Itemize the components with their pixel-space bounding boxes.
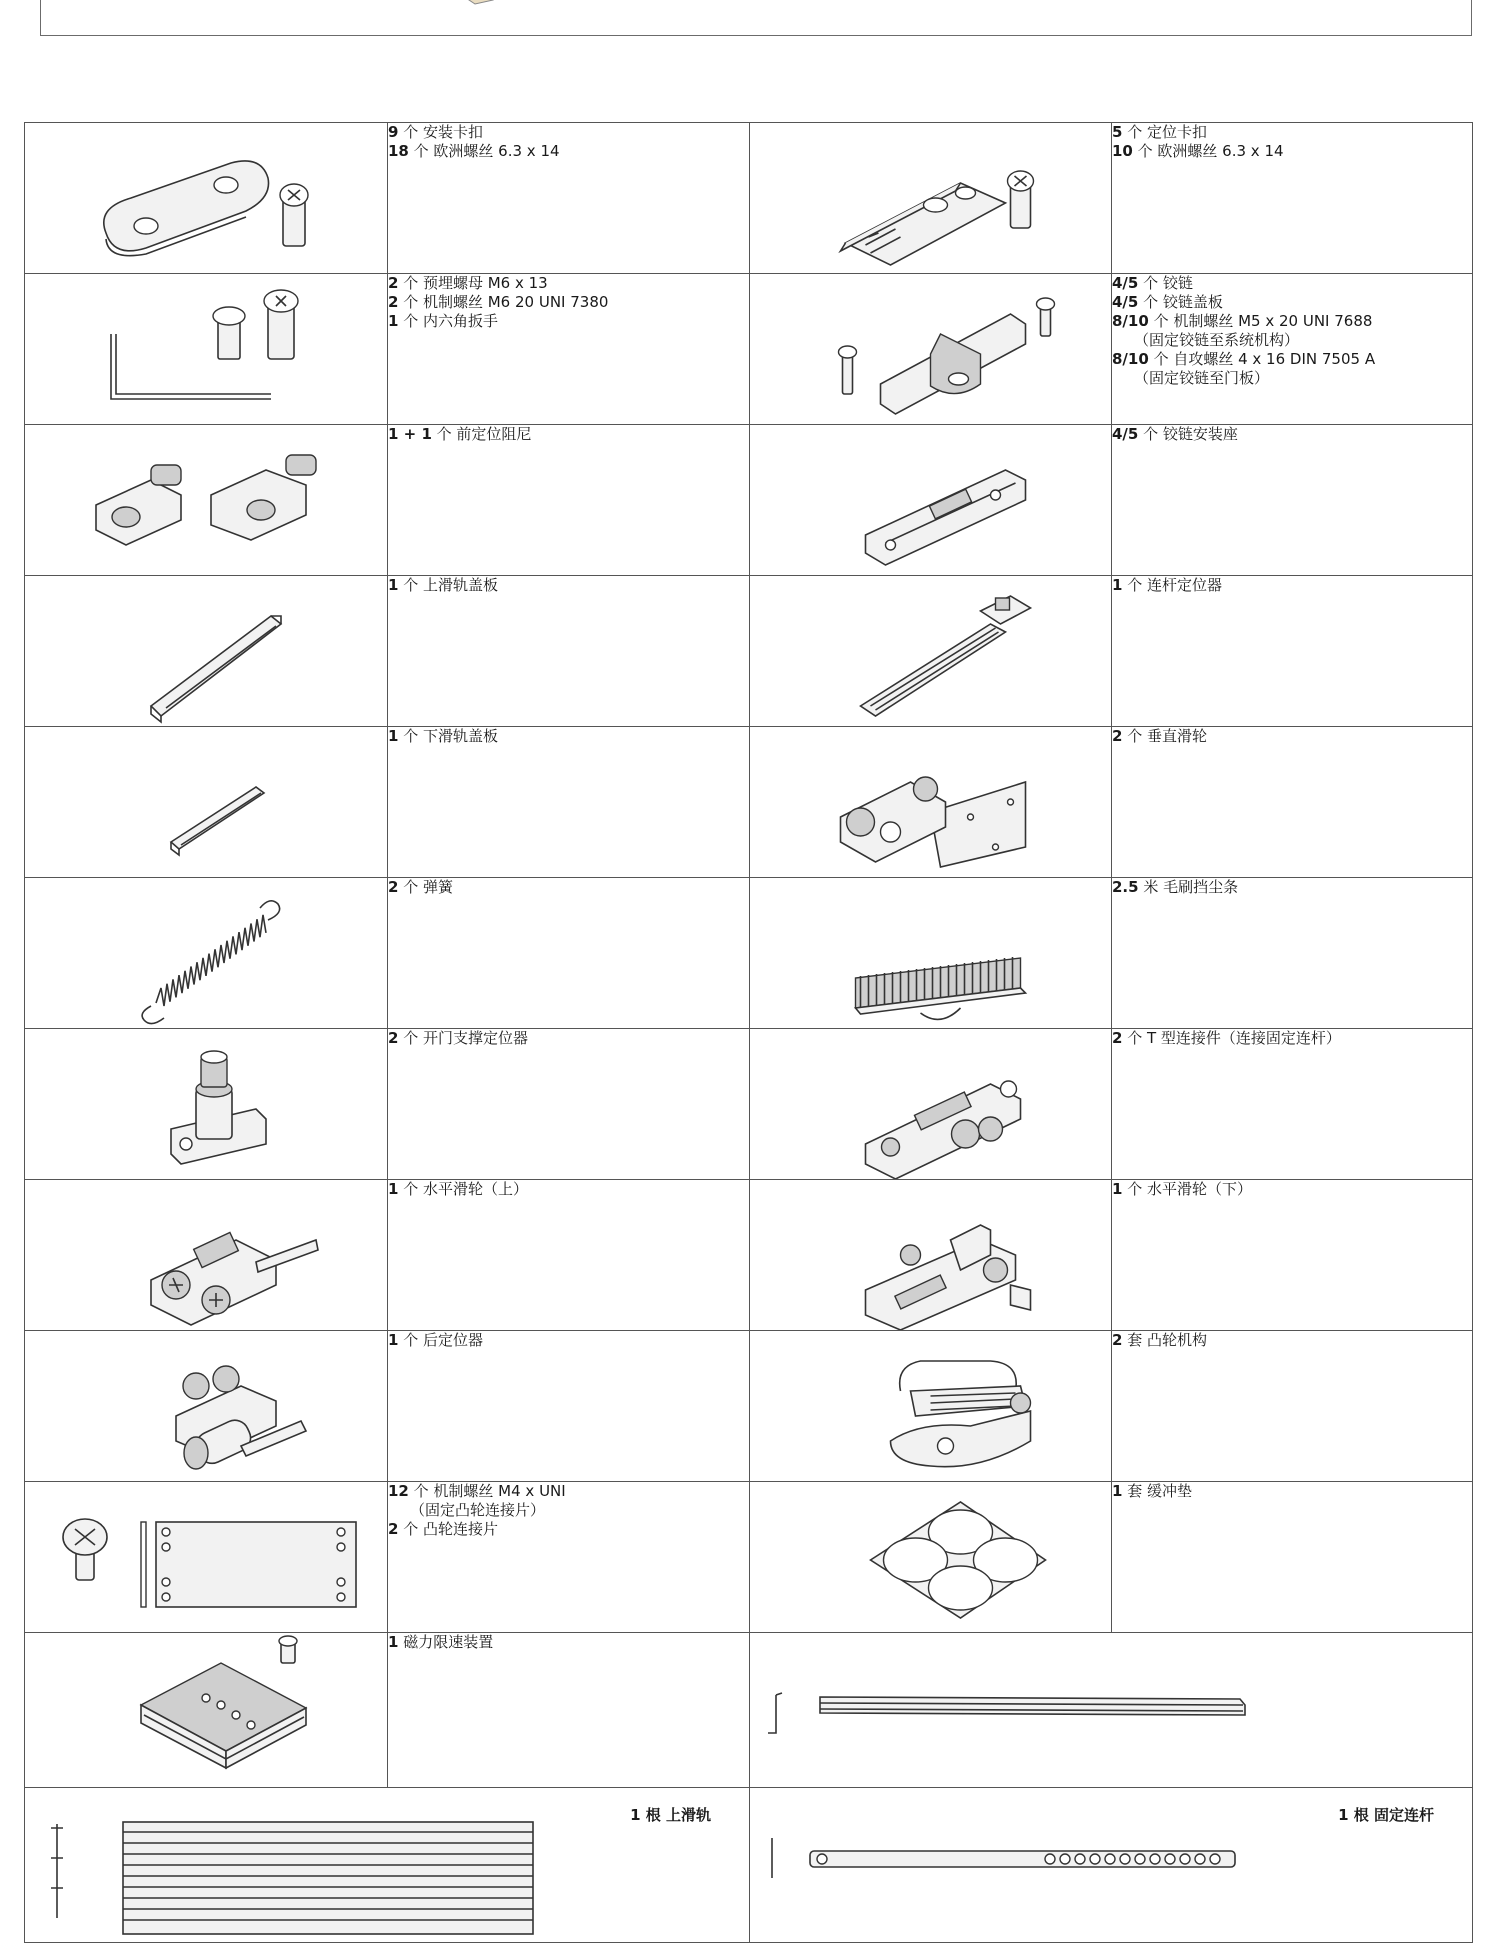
positioning-clip-icon (750, 123, 1111, 273)
part-illustration (750, 1482, 1112, 1633)
parts-row (25, 1029, 1473, 1180)
part-illustration (25, 1331, 388, 1482)
part-illustration (750, 123, 1112, 274)
part-name: 个 铰链盖板 (1138, 293, 1223, 311)
part-line (1112, 1482, 1472, 1501)
parts-row (25, 1180, 1473, 1331)
part-illustration (750, 425, 1112, 576)
upper-rail-label (630, 1804, 711, 1825)
part-quantity: 1 (1112, 576, 1123, 594)
part-description (1112, 1029, 1473, 1180)
part-name: 个 欧洲螺丝 6.3 x 14 (408, 142, 560, 160)
lower-rail-icon (750, 1633, 1473, 1783)
horizontal-roller-lower-icon (750, 1180, 1111, 1330)
part-line (1112, 727, 1472, 746)
part-line (1112, 274, 1472, 293)
part-line (1112, 1180, 1472, 1199)
part-line (388, 1482, 749, 1501)
part-illustration (750, 1029, 1112, 1180)
part-line (1112, 369, 1472, 388)
part-quantity: 4/5 (1112, 425, 1139, 443)
part-illustration (750, 1180, 1112, 1331)
part-fragment-icon (453, 0, 513, 8)
parts-row (25, 576, 1473, 727)
part-illustration (750, 274, 1112, 425)
parts-row (25, 878, 1473, 1029)
part-line (388, 123, 749, 142)
fixed-link-cell (750, 1788, 1473, 1943)
part-quantity: 9 (388, 123, 399, 141)
part-description (388, 1633, 750, 1788)
part-name: 个 弹簧 (398, 878, 453, 896)
part-quantity: 1 (388, 1633, 399, 1651)
part-line (388, 1520, 749, 1539)
part-illustration (750, 727, 1112, 878)
part-quantity: 10 (1112, 142, 1133, 160)
part-quantity: 2 (1112, 727, 1123, 745)
part-illustration (25, 878, 388, 1029)
part-name: 个 铰链安装座 (1138, 425, 1238, 443)
part-line (388, 1501, 749, 1520)
part-quantity: 2 (388, 293, 399, 311)
spring-icon (25, 878, 387, 1028)
front-damper-icon (25, 425, 387, 575)
part-name: 个 铰链 (1138, 274, 1193, 292)
part-line (1112, 312, 1472, 331)
part-name: 个 T 型连接件（连接固定连杆） (1122, 1029, 1341, 1047)
nut-screw-hex-key-icon (25, 274, 387, 424)
part-line (1112, 331, 1472, 350)
rear-positioner-icon (25, 1331, 387, 1481)
part-line (388, 274, 749, 293)
part-illustration (25, 425, 388, 576)
vertical-roller-icon (750, 727, 1111, 877)
part-quantity: 4/5 (1112, 293, 1139, 311)
part-line (388, 1331, 749, 1350)
part-description (1112, 727, 1473, 878)
part-description (1112, 1180, 1473, 1331)
parts-row (25, 727, 1473, 878)
part-name: （固定铰链至系统机构） (1134, 331, 1300, 349)
part-quantity: 1 (1338, 1806, 1349, 1824)
part-line (388, 312, 749, 331)
part-quantity: 4/5 (1112, 274, 1139, 292)
parts-row (25, 1482, 1473, 1633)
part-quantity: 8/10 (1112, 350, 1149, 368)
part-line (1112, 425, 1472, 444)
part-name: 根 上滑轨 (640, 1806, 711, 1824)
part-quantity: 2 (388, 1520, 399, 1538)
part-description (388, 123, 750, 274)
parts-row (25, 1788, 1473, 1943)
part-quantity: 1 (388, 1180, 399, 1198)
part-description (1112, 878, 1473, 1029)
part-name: 个 凸轮连接片 (398, 1520, 498, 1538)
part-quantity: 1 (1112, 1482, 1123, 1500)
part-name: 个 欧洲螺丝 6.3 x 14 (1132, 142, 1284, 160)
part-name: 磁力限速装置 (398, 1633, 494, 1651)
part-illustration (25, 123, 388, 274)
part-illustration (25, 576, 388, 727)
upper-rail-cell (25, 1788, 750, 1943)
part-name: 个 前定位阻尼 (431, 425, 532, 443)
cam-plate-screw-icon (25, 1482, 387, 1632)
part-description (1112, 1482, 1473, 1633)
horizontal-roller-upper-icon (25, 1180, 387, 1330)
part-description (1112, 576, 1473, 727)
part-description (388, 274, 750, 425)
part-description (388, 1331, 750, 1482)
parts-row (25, 1633, 1473, 1788)
part-line (1112, 293, 1472, 312)
part-quantity: 1 (388, 1331, 399, 1349)
lower-rail-cover-icon (25, 727, 387, 877)
part-quantity: 1 (630, 1806, 641, 1824)
magnetic-speed-limiter-icon (25, 1633, 387, 1783)
part-name: 个 后定位器 (398, 1331, 483, 1349)
part-name: 个 下滑轨盖板 (398, 727, 498, 745)
part-name: 个 定位卡扣 (1122, 123, 1207, 141)
part-line (388, 727, 749, 746)
part-description (388, 1180, 750, 1331)
part-description (1112, 123, 1473, 274)
part-line (388, 425, 749, 444)
part-line (388, 1633, 749, 1652)
part-name: 个 开门支撑定位器 (398, 1029, 528, 1047)
parts-list-table (24, 122, 1473, 1943)
part-quantity: 12 (388, 1482, 409, 1500)
part-name: 套 凸轮机构 (1122, 1331, 1207, 1349)
part-illustration (25, 1482, 388, 1633)
brush-strip-icon (750, 878, 1111, 1028)
part-illustration (25, 727, 388, 878)
parts-row (25, 123, 1473, 274)
part-illustration (750, 576, 1112, 727)
part-quantity: 5 (1112, 123, 1123, 141)
part-name: 个 预埋螺母 M6 x 13 (398, 274, 548, 292)
part-description (1112, 1331, 1473, 1482)
part-description (388, 1482, 750, 1633)
part-illustration (25, 1180, 388, 1331)
part-name: 个 自攻螺丝 4 x 16 DIN 7505 A (1148, 350, 1376, 368)
part-name: 个 内六角扳手 (398, 312, 498, 330)
part-quantity: 1 (388, 727, 399, 745)
part-description (388, 425, 750, 576)
part-line (1112, 142, 1472, 161)
part-name: （固定凸轮连接片） (410, 1501, 546, 1519)
part-quantity: 8/10 (1112, 312, 1149, 330)
upper-rail-cover-icon (25, 576, 387, 726)
parts-row (25, 1331, 1473, 1482)
part-line (1112, 1029, 1472, 1048)
part-name: 个 机制螺丝 M5 x 20 UNI 7688 (1148, 312, 1373, 330)
part-description (1112, 274, 1473, 425)
part-quantity: 1 + 1 (388, 425, 432, 443)
t-connector-icon (750, 1029, 1111, 1179)
parts-row (25, 274, 1473, 425)
part-quantity: 2.5 (1112, 878, 1139, 896)
part-illustration (750, 1331, 1112, 1482)
part-quantity: 1 (1112, 1180, 1123, 1198)
part-name: 套 缓冲垫 (1122, 1482, 1192, 1500)
part-quantity: 2 (1112, 1029, 1123, 1047)
part-description (388, 576, 750, 727)
part-line (388, 1029, 749, 1048)
part-illustration (25, 1633, 388, 1788)
hinge-icon (750, 274, 1111, 424)
part-line (1112, 576, 1472, 595)
part-illustration (25, 274, 388, 425)
part-illustration (25, 1029, 388, 1180)
part-line (1112, 123, 1472, 142)
part-quantity: 2 (388, 274, 399, 292)
part-name: 根 固定连杆 (1348, 1806, 1434, 1824)
part-line (1112, 350, 1472, 369)
part-quantity: 1 (388, 312, 399, 330)
buffer-pad-icon (750, 1482, 1111, 1632)
part-quantity: 1 (388, 576, 399, 594)
previous-section-frame (40, 0, 1472, 36)
cam-mechanism-icon (750, 1331, 1111, 1481)
clip-bracket-icon (25, 123, 387, 273)
parts-row (25, 425, 1473, 576)
part-name: 个 机制螺丝 M4 x UNI (408, 1482, 566, 1500)
fixed-link-label (1338, 1804, 1434, 1825)
part-line (388, 293, 749, 312)
part-line (388, 142, 749, 161)
part-description (388, 878, 750, 1029)
part-name: 米 毛刷挡尘条 (1138, 878, 1239, 896)
part-name: 个 连杆定位器 (1122, 576, 1222, 594)
part-line (388, 878, 749, 897)
part-name: 个 垂直滑轮 (1122, 727, 1207, 745)
part-illustration (750, 878, 1112, 1029)
door-stay-positioner-icon (25, 1029, 387, 1179)
part-name: 个 机制螺丝 M6 20 UNI 7380 (398, 293, 609, 311)
part-line (388, 1180, 749, 1199)
part-quantity: 2 (388, 878, 399, 896)
part-line (388, 576, 749, 595)
part-quantity: 2 (1112, 1331, 1123, 1349)
part-quantity: 18 (388, 142, 409, 160)
hinge-mount-icon (750, 425, 1111, 575)
part-name: （固定铰链至门板） (1134, 369, 1270, 387)
part-name: 个 上滑轨盖板 (398, 576, 498, 594)
part-description (388, 1029, 750, 1180)
lower-rail-cell (750, 1633, 1473, 1788)
part-name: 个 安装卡扣 (398, 123, 483, 141)
part-line (1112, 878, 1472, 897)
part-name: 个 水平滑轮（上） (398, 1180, 528, 1198)
part-line (1112, 1331, 1472, 1350)
link-positioner-icon (750, 576, 1111, 726)
part-name: 个 水平滑轮（下） (1122, 1180, 1252, 1198)
part-description (388, 727, 750, 878)
part-description (1112, 425, 1473, 576)
part-quantity: 2 (388, 1029, 399, 1047)
